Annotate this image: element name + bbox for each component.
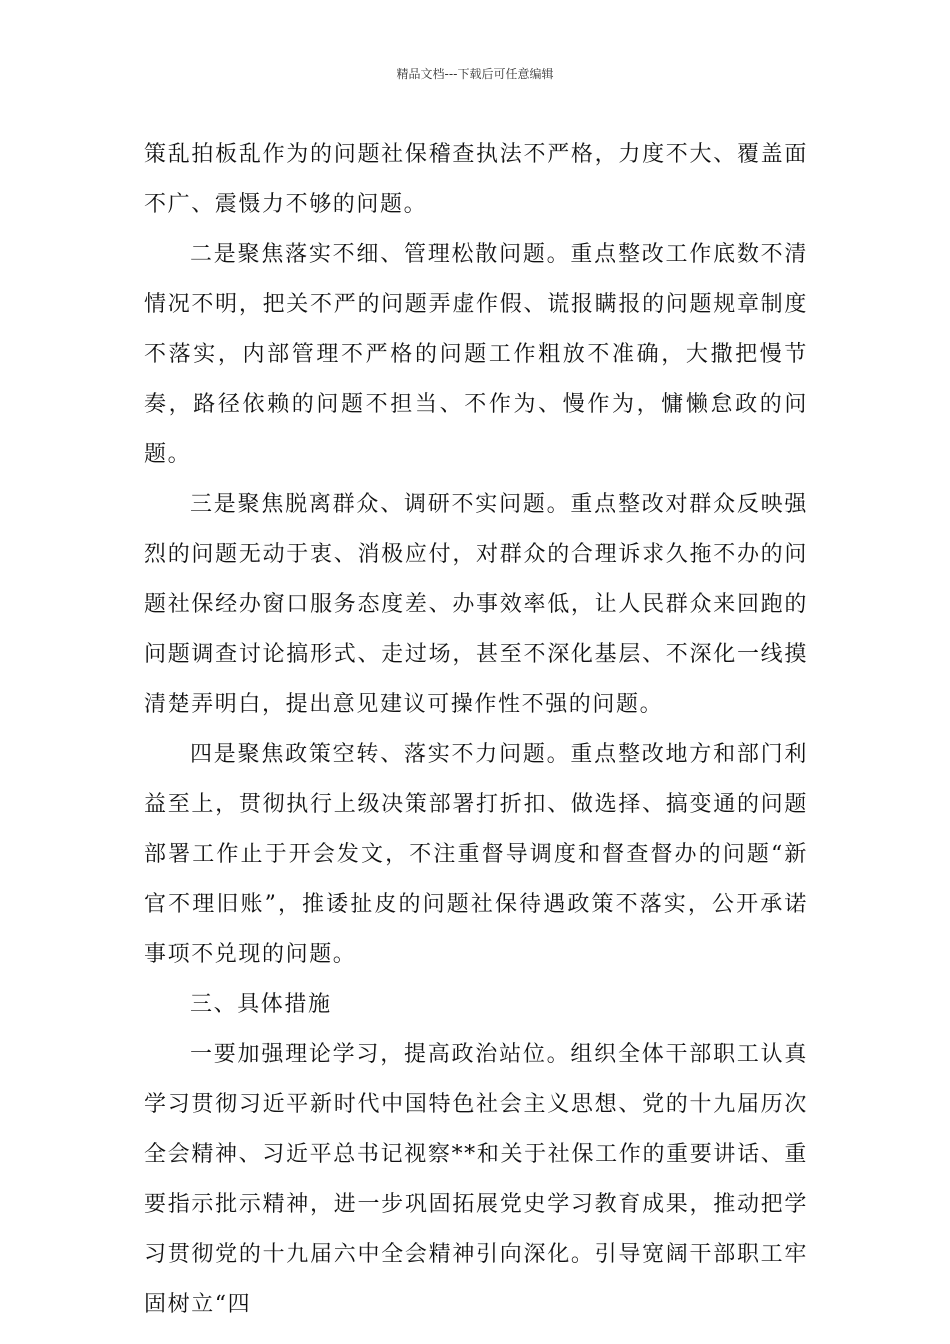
paragraph-continuation: 策乱拍板乱作为的问题社保稽查执法不严格，力度不大、覆盖面不广、震慑力不够的问题。 <box>144 142 808 217</box>
section-heading-measures: 三、具体措施 <box>190 992 332 1017</box>
paragraph-point-three: 三是聚焦脱离群众、调研不实问题。重点整改对群众反映强烈的问题无动于衷、消极应付，对群众的合理诉求久拖不办的问题社保经办窗口服务态度差、办事效率低，让人民群众来回跑的问题调查讨论搞形式、走过场，甚至不深化基层、不深化一线摸清楚弄明白，提出意见建议可操作性不强的问题。 <box>144 492 808 717</box>
paragraph-point-four: 四是聚焦政策空转、落实不力问题。重点整改地方和部门利益至上，贯彻执行上级决策部署打折扣、做选择、搞变通的问题部署工作止于开会发文，不注重督导调度和督查督办的问题“新官不理旧账”，推诿扯皮的问题社保待遇政策不落实，公开承诺事项不兑现的问题。 <box>144 742 808 967</box>
paragraph-point-two: 二是聚焦落实不细、管理松散问题。重点整改工作底数不清情况不明，把关不严的问题弄虚作假、谎报瞒报的问题规章制度不落实，内部管理不严格的问题工作粗放不准确，大撒把慢节奏，路径依赖的问题不担当、不作为、慢作为，慵懒怠政的问题。 <box>144 242 808 467</box>
paragraph-measure-one: 一要加强理论学习，提高政治站位。组织全体干部职工认真学习贯彻习近平新时代中国特色社会主义思想、党的十九届历次全会精神、习近平总书记视察**和关于社保工作的重要讲话、重要指示批示精神，进一步巩固拓展党史学习教育成果，推动把学习贯彻党的十九届六中全会精神引向深化。引导宽阔干部职工牢固树立“四 <box>144 1042 808 1317</box>
page-header: 精品文档---下载后可任意编辑 <box>396 67 554 81</box>
document-body <box>144 130 808 1330</box>
